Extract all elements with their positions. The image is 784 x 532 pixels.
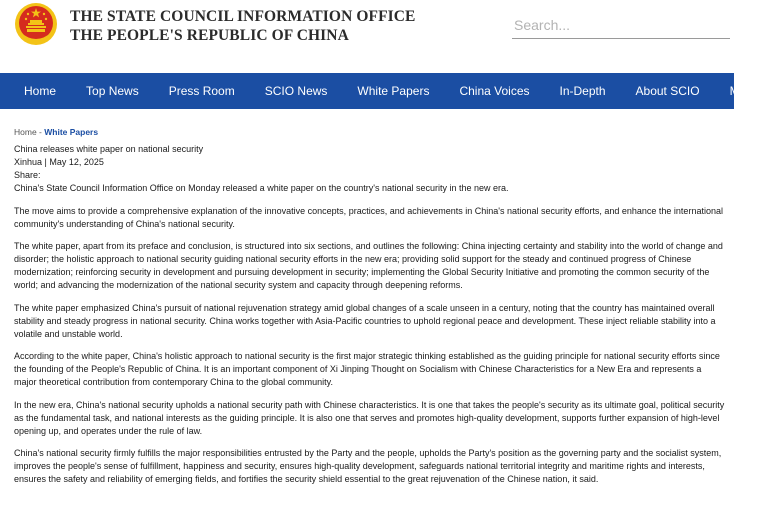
site-title-line2: THE PEOPLE'S REPUBLIC OF CHINA	[70, 27, 349, 44]
article-paragraph: According to the white paper, China's holistic approach to national security is the first major strategic thinking established as the guiding principle for national security efforts since the founding of the People's Republic of China. It is an important component of Xi Jinping Thought on Socialism with Chinese Characteristics for a New Era and represents a major theoretical contribution from contemporary China to the global community.	[14, 351, 720, 387]
article-title: China releases white paper on national security	[14, 144, 204, 154]
site-header	[0, 0, 734, 73]
article-paragraph: In the new era, China's national security upholds a national security path with Chinese characteristics. It is one that takes the people's security as its ultimate goal, political security as the fundamental task, and national interests as the guiding principle. It is also one that serves and promotes high-quality development, supports further expansion of high-level opening up, and operates under the rule of law.	[14, 399, 725, 436]
nav-scio-news[interactable]: SCIO News	[264, 84, 328, 98]
search-input[interactable]	[512, 12, 730, 39]
breadcrumb	[14, 127, 98, 137]
nav-press-room[interactable]: Press Room	[168, 84, 235, 98]
main-nav	[0, 73, 770, 109]
nav-top-news[interactable]: Top News	[86, 84, 139, 98]
site-title[interactable]	[70, 7, 416, 45]
nav-more[interactable]: More ∨	[729, 84, 770, 98]
article-paragraph: The move aims to provide a comprehensive explanation of the innovative concepts, practices, and achievements in China's national security efforts, and enhance the international community's understanding of China's national security.	[14, 205, 723, 229]
breadcrumb-separator: -	[36, 127, 45, 137]
nav-about-scio[interactable]: About SCIO	[635, 84, 700, 98]
nav-in-depth[interactable]: In-Depth	[559, 84, 606, 98]
article-paragraph: China's national security firmly fulfills the major responsibilities entrusted by the Party and the people, upholds the Party's position as the governing party and the socialist system, improves the people's sense of fulfillment, happiness and security, ensures high-quality development, safeguards national territorial integrity and maritime rights and interests, ensures the safety and reliability of emerging fields, and fortifies the security shield essential to the great rejuvenation of the Chinese nation, it said.	[14, 448, 722, 484]
article-paragraph: China's State Council Information Office on Monday released a white paper on the country's national security in the new era.	[14, 183, 509, 193]
article-paragraph: The white paper emphasized China's pursuit of national rejuvenation strategy amid global changes of a scale unseen in a century, noting that the country has maintained overall stability and steady progress in national security. China works together with Asia-Pacific countries to uphold regional peace and development. These inject reliable stability into a volatile and unstable world.	[14, 302, 716, 339]
nav-white-papers[interactable]: White Papers	[357, 84, 430, 98]
article-paragraph: The white paper, apart from its preface and conclusion, is structured into six sections, and outlines the following: China injecting certainty and stability into the world of change and disorder; the holistic approach to national security guiding national security efforts in the new era; providing solid support for the steady and continued progress of Chinese modernization; reinforcing security in development and pursuing development in security; implementing the Global Security Initiative and promoting the common security of the world; and advancing the modernization of the national security system and capacity through deepening reforms.	[14, 241, 723, 290]
nav-china-voices[interactable]: China Voices	[459, 84, 530, 98]
article	[14, 143, 726, 496]
nav-home[interactable]: Home	[24, 84, 57, 98]
breadcrumb-home[interactable]: Home	[14, 127, 37, 137]
national-emblem-icon[interactable]	[14, 2, 58, 46]
breadcrumb-white-papers[interactable]: White Papers	[44, 127, 99, 137]
share-label[interactable]: Share:	[14, 170, 41, 180]
site-title-line1: THE STATE COUNCIL INFORMATION OFFICE	[70, 8, 416, 25]
article-source-date: Xinhua | May 12, 2025	[14, 157, 104, 167]
